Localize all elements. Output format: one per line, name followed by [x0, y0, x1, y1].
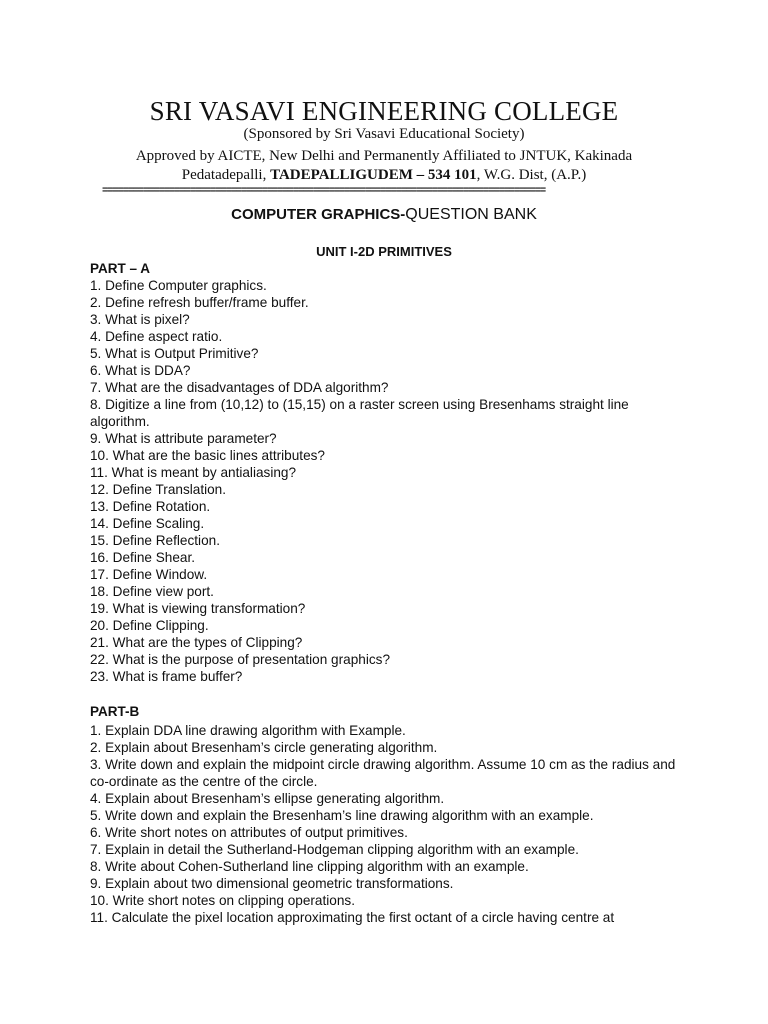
list-item: 20. Define Clipping. — [90, 618, 209, 633]
list-item: 11. What is meant by antialiasing? — [90, 465, 297, 480]
part-a-question-list — [90, 277, 680, 685]
list-item: 19. What is viewing transformation? — [90, 601, 306, 616]
list-item: 8. Write about Cohen-Sutherland line clipping algorithm with an example. — [90, 859, 529, 874]
list-item: 21. What are the types of Clipping? — [90, 635, 303, 650]
list-item: 6. Write short notes on attributes of output primitives. — [90, 825, 408, 840]
list-item: 23. What is frame buffer? — [90, 669, 243, 684]
list-item: 2. Define refresh buffer/frame buffer. — [90, 295, 309, 310]
part-a-heading: PART – A — [90, 261, 151, 276]
list-item: 12. Define Translation. — [90, 482, 227, 497]
address-suffix: , W.G. Dist, (A.P.) — [476, 167, 587, 183]
list-item: 4. Explain about Bresenham’s ellipse generating algorithm. — [90, 791, 445, 806]
separator-rule: ====================================================================================== — [102, 185, 545, 197]
list-item: 8. Digitize a line from (10,12) to (15,15) on a raster screen using Bresenhams straight line algorithm. — [90, 397, 629, 429]
list-item: 2. Explain about Bresenham’s circle generating algorithm. — [90, 740, 438, 755]
list-item: 9. Explain about two dimensional geometric transformations. — [90, 876, 454, 891]
list-item: 10. What are the basic lines attributes? — [90, 448, 325, 463]
list-item: 10. Write short notes on clipping operations. — [90, 893, 355, 908]
list-item: 16. Define Shear. — [90, 550, 196, 565]
address-prefix: Pedatadepalli, — [181, 167, 271, 183]
list-item: 5. What is Output Primitive? — [90, 346, 259, 361]
question-bank-label: QUESTION BANK — [405, 206, 537, 223]
list-item: 7. What are the disadvantages of DDA algorithm? — [90, 380, 389, 395]
list-item: 4. Define aspect ratio. — [90, 329, 223, 344]
list-item: 14. Define Scaling. — [90, 516, 205, 531]
list-item: 1. Explain DDA line drawing algorithm with Example. — [90, 723, 406, 738]
part-b-heading: PART-B — [90, 704, 140, 719]
college-name: SRI VASAVI ENGINEERING COLLEGE — [149, 96, 619, 126]
list-item: 11. Calculate the pixel location approximating the first octant of a circle having centre at — [90, 910, 615, 925]
list-item: 9. What is attribute parameter? — [90, 431, 277, 446]
list-item: 1. Define Computer graphics. — [90, 278, 267, 293]
approval-line: Approved by AICTE, New Delhi and Permanently Affiliated to JNTUK, Kakinada — [135, 148, 633, 164]
list-item: 15. Define Reflection. — [90, 533, 220, 548]
list-item: 18. Define view port. — [90, 584, 214, 599]
address-bold: TADEPALLIGUDEM – 534 101 — [270, 167, 477, 183]
list-item: 5. Write down and explain the Bresenham’s line drawing algorithm with an example. — [90, 808, 594, 823]
list-item: 17. Define Window. — [90, 567, 208, 582]
sponsor-line: (Sponsored by Sri Vasavi Educational Society) — [243, 126, 525, 142]
unit-title: UNIT I-2D PRIMITIVES — [316, 244, 452, 259]
list-item: 7. Explain in detail the Sutherland-Hodgeman clipping algorithm with an example. — [90, 842, 579, 857]
list-item: 22. What is the purpose of presentation graphics? — [90, 652, 390, 667]
address-line — [0, 167, 768, 184]
question-bank-subject: COMPUTER GRAPHICS- — [231, 206, 406, 223]
list-item: 3. Write down and explain the midpoint circle drawing algorithm. Assume 10 cm as the radius and co-ordinate as the centre of the circle. — [90, 757, 676, 789]
list-item: 3. What is pixel? — [90, 312, 190, 327]
list-item: 6. What is DDA? — [90, 363, 191, 378]
part-b-question-list — [90, 722, 680, 926]
question-bank-title — [0, 206, 768, 224]
list-item: 13. Define Rotation. — [90, 499, 211, 514]
